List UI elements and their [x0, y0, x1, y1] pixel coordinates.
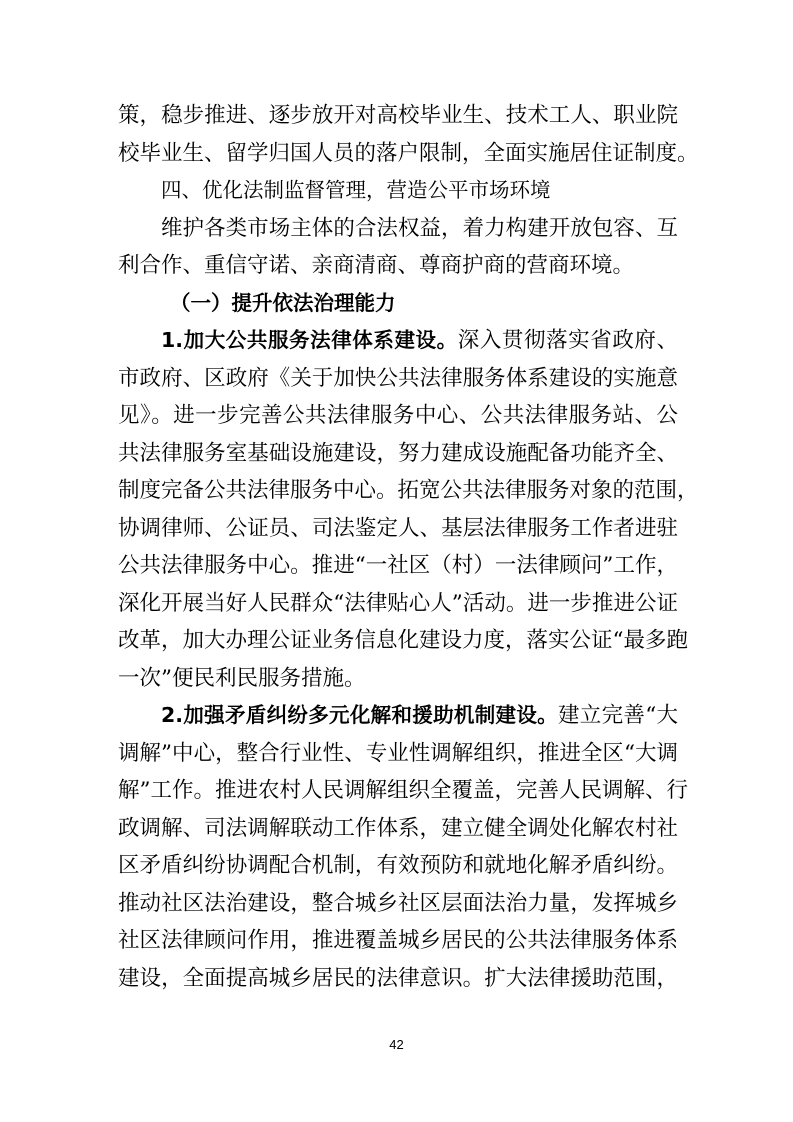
- item-1-title: 1.加大公共服务法律体系建设。: [161, 328, 458, 352]
- body-text-line: 利合作、重信守诺、亲商清商、尊商护商的营商环境。: [118, 253, 635, 278]
- body-text-line: 区矛盾纠纷协调配合机制，有效预防和就地化解矛盾纠纷。: [118, 853, 678, 878]
- body-text-line: 校毕业生、留学归国人员的落户限制，全面实施居住证制度。: [118, 140, 699, 166]
- item-2-text: 建立完善“大: [557, 703, 678, 728]
- item-1-first-line: [118, 322, 678, 360]
- document-body: [118, 97, 699, 997]
- body-text-line: 深化开展当好人民群众“法律贴心人”活动。进一步推进公证: [118, 590, 678, 616]
- body-text-line: 政调解、司法调解联动工作体系，建立健全调处化解农村社: [118, 815, 678, 841]
- body-text-line: 市政府、区政府《关于加快公共法律服务体系建设的实施意: [118, 365, 678, 391]
- body-text-line: 制度完备公共法律服务中心。拓宽公共法律服务对象的范围，: [118, 478, 699, 503]
- page-number: 42: [389, 1037, 404, 1052]
- body-text-line: 解”工作。推进农村人民调解组织全覆盖，完善人民调解、行: [118, 778, 688, 803]
- body-text-line: 建设，全面提高城乡居民的法律意识。扩大法律援助范围，: [118, 965, 678, 991]
- body-text-line: 维护各类市场主体的合法权益，着力构建开放包容、互: [161, 215, 678, 241]
- body-text-line: 协调律师、公证员、司法鉴定人、基层法律服务工作者进驻: [118, 515, 678, 541]
- body-text-line: 一次”便民利民服务措施。: [118, 665, 366, 691]
- section-heading: 四、优化法制监督管理，营造公平市场环境: [161, 178, 551, 202]
- body-text-line: 推动社区法治建设，整合城乡社区层面法治力量，发挥城乡: [118, 890, 678, 916]
- body-text-line: 社区法律顾问作用，推进覆盖城乡居民的公共法律服务体系: [118, 928, 678, 953]
- body-text-line: 公共法律服务中心。推进“一社区（村）一法律顾问”工作，: [118, 553, 678, 578]
- item-2-title: 2.加强矛盾纠纷多元化解和援助机制建设。: [161, 703, 558, 727]
- body-text-line: 策，稳步推进、逐步放开对高校毕业生、技术工人、职业院: [118, 103, 678, 128]
- body-text-line: 改革，加大办理公证业务信息化建设力度，落实公证“最多跑: [118, 628, 688, 653]
- subsection-heading: （一）提升依法治理能力: [170, 290, 396, 315]
- item-1-text: 深入贯彻落实省政府、: [457, 328, 678, 353]
- body-text-line: 调解”中心，整合行业性、专业性调解组织，推进全区“大调: [118, 740, 678, 766]
- item-2-first-line: [118, 697, 678, 735]
- body-text-line: 见》。进一步完善公共法律服务中心、公共法律服务站、公: [118, 403, 678, 428]
- body-text-line: 共法律服务室基础设施建设，努力建成设施配备功能齐全、: [118, 440, 678, 466]
